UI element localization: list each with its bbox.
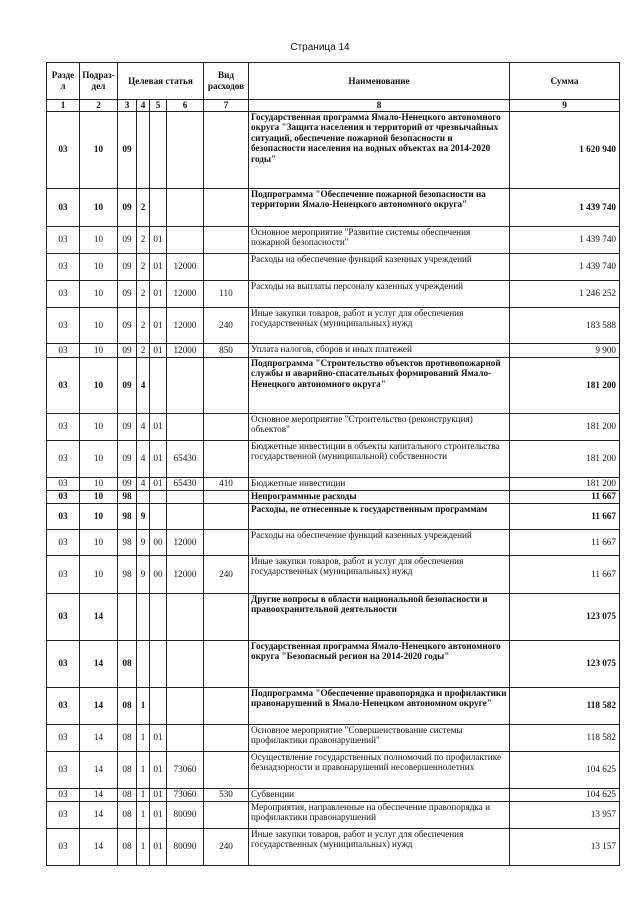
cell-podrazdel: 14: [80, 801, 118, 828]
column-number-row: [47, 100, 620, 112]
col-number: 2: [80, 100, 118, 112]
cell-name: Бюджетные инвестиции: [249, 477, 510, 490]
cell-target-2: 1: [137, 687, 150, 724]
cell-name: Мероприятия, направленные на обеспечение правопорядка и профилактики правонарушений: [249, 801, 510, 828]
table-row: [47, 413, 620, 440]
cell-target-4: [167, 503, 204, 529]
cell-target-4: [167, 640, 204, 687]
cell-podrazdel: 10: [80, 357, 118, 413]
cell-podrazdel: 10: [80, 555, 118, 593]
cell-target-4: [167, 357, 204, 413]
cell-target-4: [167, 593, 204, 640]
cell-sum: 104 625: [510, 788, 620, 801]
cell-target-3: [150, 357, 167, 413]
cell-target-2: 1: [137, 801, 150, 828]
cell-vid: 240: [204, 307, 249, 343]
cell-target-3: 00: [150, 555, 167, 593]
table-row: [47, 188, 620, 226]
table-row: [47, 307, 620, 343]
cell-target-1: 98: [118, 529, 137, 555]
table-row: [47, 529, 620, 555]
cell-name: Расходы на обеспечение функций казенных учреждений: [249, 253, 510, 280]
cell-podrazdel: 10: [80, 343, 118, 357]
cell-target-4: 80090: [167, 828, 204, 865]
cell-target-2: 1: [137, 751, 150, 788]
cell-target-3: 01: [150, 788, 167, 801]
cell-target-4: [167, 413, 204, 440]
cell-target-3: 00: [150, 529, 167, 555]
cell-target-4: 12000: [167, 529, 204, 555]
col-number: 3: [118, 100, 137, 112]
cell-target-2: [137, 593, 150, 640]
cell-razdel: 03: [47, 477, 80, 490]
table-row: [47, 440, 620, 477]
cell-target-3: 01: [150, 413, 167, 440]
table-row: [47, 503, 620, 529]
cell-target-2: 2: [137, 343, 150, 357]
cell-vid: 410: [204, 477, 249, 490]
cell-target-2: 4: [137, 477, 150, 490]
cell-razdel: 03: [47, 440, 80, 477]
cell-sum: 1 620 940: [510, 111, 620, 188]
cell-vid: [204, 801, 249, 828]
cell-vid: [204, 357, 249, 413]
table-row: [47, 593, 620, 640]
cell-podrazdel: 14: [80, 640, 118, 687]
cell-podrazdel: 10: [80, 226, 118, 253]
cell-target-4: [167, 724, 204, 751]
cell-vid: [204, 503, 249, 529]
cell-target-1: 08: [118, 788, 137, 801]
cell-sum: 118 582: [510, 687, 620, 724]
cell-target-1: 09: [118, 477, 137, 490]
cell-name: Основное мероприятие "Совершенствование системы профилактики правонарушений": [249, 724, 510, 751]
cell-target-4: 65430: [167, 477, 204, 490]
cell-target-1: 09: [118, 280, 137, 307]
cell-sum: 181 200: [510, 440, 620, 477]
cell-podrazdel: 10: [80, 503, 118, 529]
cell-razdel: 03: [47, 111, 80, 188]
cell-vid: [204, 751, 249, 788]
cell-name: Иные закупки товаров, работ и услуг для обеспечения государственных (муниципальных) нужд: [249, 828, 510, 865]
cell-target-1: 09: [118, 343, 137, 357]
cell-sum: 11 667: [510, 555, 620, 593]
cell-name: Расходы на обеспечение функций казенных учреждений: [249, 529, 510, 555]
cell-target-2: 1: [137, 828, 150, 865]
cell-target-3: 01: [150, 280, 167, 307]
cell-target-1: 09: [118, 253, 137, 280]
cell-target-2: 4: [137, 413, 150, 440]
table-row: [47, 555, 620, 593]
cell-vid: [204, 687, 249, 724]
cell-sum: 9 900: [510, 343, 620, 357]
cell-sum: 181 200: [510, 413, 620, 440]
cell-name: Уплата налогов, сборов и иных платежей: [249, 343, 510, 357]
cell-target-2: 9: [137, 529, 150, 555]
cell-podrazdel: 10: [80, 477, 118, 490]
cell-podrazdel: 14: [80, 788, 118, 801]
cell-razdel: 03: [47, 687, 80, 724]
cell-sum: 1 439 740: [510, 188, 620, 226]
col-number: 9: [510, 100, 620, 112]
page-number-label: Страница 14: [290, 42, 350, 53]
cell-target-1: 09: [118, 111, 137, 188]
cell-sum: 181 200: [510, 477, 620, 490]
cell-razdel: 03: [47, 529, 80, 555]
cell-target-4: 73060: [167, 751, 204, 788]
cell-razdel: 03: [47, 828, 80, 865]
cell-name: Иные закупки товаров, работ и услуг для обеспечения государственных (муниципальных) нужд: [249, 555, 510, 593]
cell-razdel: 03: [47, 226, 80, 253]
header-row: [47, 63, 620, 100]
cell-podrazdel: 10: [80, 440, 118, 477]
cell-target-3: [150, 490, 167, 503]
cell-target-2: 1: [137, 788, 150, 801]
cell-target-2: 9: [137, 555, 150, 593]
cell-target-2: 1: [137, 724, 150, 751]
col-number: 1: [47, 100, 80, 112]
cell-target-2: 4: [137, 440, 150, 477]
cell-razdel: 03: [47, 801, 80, 828]
col-number: 7: [204, 100, 249, 112]
table-row: [47, 357, 620, 413]
cell-target-4: 12000: [167, 343, 204, 357]
table-row: [47, 477, 620, 490]
cell-target-3: 01: [150, 828, 167, 865]
cell-vid: [204, 253, 249, 280]
cell-razdel: 03: [47, 253, 80, 280]
cell-podrazdel: 14: [80, 828, 118, 865]
cell-target-2: 2: [137, 226, 150, 253]
cell-target-2: [137, 111, 150, 188]
cell-name: Государственная программа Ямало-Ненецкого автономного округа "Безопасный регион на 2014-2020 годы": [249, 640, 510, 687]
cell-target-1: 08: [118, 724, 137, 751]
cell-target-4: 12000: [167, 307, 204, 343]
cell-target-2: 2: [137, 188, 150, 226]
cell-name: Субвенции: [249, 788, 510, 801]
cell-sum: 104 625: [510, 751, 620, 788]
cell-target-3: 01: [150, 253, 167, 280]
cell-target-4: [167, 490, 204, 503]
cell-vid: [204, 413, 249, 440]
cell-podrazdel: 10: [80, 280, 118, 307]
cell-vid: 110: [204, 280, 249, 307]
table-row: [47, 724, 620, 751]
cell-target-4: [167, 687, 204, 724]
cell-podrazdel: 10: [80, 529, 118, 555]
cell-target-2: 4: [137, 357, 150, 413]
cell-name: Осуществление государственных полномочий по профилактике безнадзорности и правонарушений несовершеннолетних: [249, 751, 510, 788]
cell-razdel: 03: [47, 188, 80, 226]
cell-target-1: 98: [118, 490, 137, 503]
table-row: [47, 751, 620, 788]
cell-target-4: 12000: [167, 280, 204, 307]
cell-vid: [204, 440, 249, 477]
cell-razdel: 03: [47, 490, 80, 503]
table-row: [47, 343, 620, 357]
cell-vid: [204, 529, 249, 555]
cell-target-4: [167, 226, 204, 253]
cell-name: Непрограммные расходы: [249, 490, 510, 503]
cell-target-2: 2: [137, 280, 150, 307]
cell-podrazdel: 10: [80, 188, 118, 226]
cell-razdel: 03: [47, 788, 80, 801]
cell-target-1: 98: [118, 555, 137, 593]
cell-name: Расходы, не отнесенные к государственным программам: [249, 503, 510, 529]
cell-target-3: 01: [150, 724, 167, 751]
table-row: [47, 828, 620, 865]
cell-target-1: 09: [118, 188, 137, 226]
cell-sum: 1 439 740: [510, 226, 620, 253]
cell-target-3: [150, 593, 167, 640]
budget-table: [46, 62, 620, 866]
cell-podrazdel: 10: [80, 307, 118, 343]
cell-target-4: 73060: [167, 788, 204, 801]
cell-target-4: 65430: [167, 440, 204, 477]
cell-target-3: 01: [150, 440, 167, 477]
cell-target-1: 09: [118, 357, 137, 413]
table-row: [47, 111, 620, 188]
cell-vid: [204, 226, 249, 253]
cell-razdel: 03: [47, 640, 80, 687]
cell-target-1: 08: [118, 640, 137, 687]
cell-target-2: [137, 640, 150, 687]
cell-vid: [204, 640, 249, 687]
cell-target-3: [150, 111, 167, 188]
cell-sum: 118 582: [510, 724, 620, 751]
col-number: 8: [249, 100, 510, 112]
cell-podrazdel: 14: [80, 751, 118, 788]
cell-vid: [204, 111, 249, 188]
cell-target-1: 08: [118, 801, 137, 828]
cell-razdel: 03: [47, 555, 80, 593]
cell-sum: 11 667: [510, 490, 620, 503]
cell-vid: 240: [204, 555, 249, 593]
cell-razdel: 03: [47, 343, 80, 357]
cell-razdel: 03: [47, 724, 80, 751]
cell-name: Расходы на выплаты персоналу казенных учреждений: [249, 280, 510, 307]
cell-target-1: 08: [118, 751, 137, 788]
cell-razdel: 03: [47, 357, 80, 413]
cell-vid: [204, 724, 249, 751]
cell-target-1: 98: [118, 503, 137, 529]
cell-sum: 1 439 740: [510, 253, 620, 280]
cell-target-3: [150, 503, 167, 529]
col-number: 6: [167, 100, 204, 112]
cell-podrazdel: 10: [80, 490, 118, 503]
cell-name: Бюджетные инвестиции в объекты капитального строительства государственной (муниципальной) собственности: [249, 440, 510, 477]
cell-target-4: [167, 111, 204, 188]
table-row: [47, 640, 620, 687]
cell-sum: 11 667: [510, 503, 620, 529]
cell-razdel: 03: [47, 751, 80, 788]
cell-podrazdel: 14: [80, 593, 118, 640]
table-row: [47, 801, 620, 828]
cell-vid: [204, 593, 249, 640]
cell-target-1: 09: [118, 226, 137, 253]
cell-sum: 11 667: [510, 529, 620, 555]
table-row: [47, 490, 620, 503]
cell-sum: 13 957: [510, 801, 620, 828]
cell-target-2: 2: [137, 307, 150, 343]
cell-target-4: 12000: [167, 253, 204, 280]
cell-target-1: 09: [118, 413, 137, 440]
cell-target-3: 01: [150, 307, 167, 343]
cell-target-3: [150, 687, 167, 724]
cell-target-2: 9: [137, 503, 150, 529]
table-row: [47, 280, 620, 307]
cell-podrazdel: 10: [80, 253, 118, 280]
cell-target-1: 08: [118, 687, 137, 724]
cell-target-4: 12000: [167, 555, 204, 593]
header-vid: Вид расходов: [204, 63, 249, 100]
cell-vid: [204, 188, 249, 226]
cell-target-1: 08: [118, 828, 137, 865]
cell-name: Иные закупки товаров, работ и услуг для обеспечения государственных (муниципальных) нужд: [249, 307, 510, 343]
cell-name: Подпрограмма "Обеспечение правопорядка и профилактики правонарушений в Ямало-Ненецком автономном округе": [249, 687, 510, 724]
cell-target-1: [118, 593, 137, 640]
cell-target-4: 80090: [167, 801, 204, 828]
cell-target-4: [167, 188, 204, 226]
cell-target-3: 01: [150, 226, 167, 253]
cell-name: Государственная программа Ямало-Ненецкого автономного округа "Защита населения и территорий от чрезвычайных ситуаций, обеспечение пожарной безопасности и безопасности населения на водных объектах на 2014-2020 годы": [249, 111, 510, 188]
cell-name: Подпрограмма "Строительство объектов противопожарной службы и аварийно-спасательных формирований Ямало-Ненецкого автономного округа": [249, 357, 510, 413]
cell-target-3: 01: [150, 343, 167, 357]
cell-sum: 183 588: [510, 307, 620, 343]
cell-target-3: 01: [150, 801, 167, 828]
header-sum: Сумма: [510, 63, 620, 100]
header-celevaya: Целевая статья: [118, 63, 204, 100]
col-number: 4: [137, 100, 150, 112]
cell-razdel: 03: [47, 280, 80, 307]
cell-razdel: 03: [47, 503, 80, 529]
table-row: [47, 226, 620, 253]
cell-sum: 123 075: [510, 593, 620, 640]
cell-sum: 13 157: [510, 828, 620, 865]
cell-razdel: 03: [47, 413, 80, 440]
cell-sum: 123 075: [510, 640, 620, 687]
header-podrazdel: Подраз-дел: [80, 63, 118, 100]
cell-target-2: 2: [137, 253, 150, 280]
cell-name: Основное мероприятие "Развитие системы обеспечения пожарной безопасности": [249, 226, 510, 253]
cell-vid: 240: [204, 828, 249, 865]
cell-podrazdel: 14: [80, 687, 118, 724]
cell-sum: 1 246 252: [510, 280, 620, 307]
cell-name: Другие вопросы в области национальной безопасности и правоохранительной деятельности: [249, 593, 510, 640]
cell-vid: 850: [204, 343, 249, 357]
cell-sum: 181 200: [510, 357, 620, 413]
header-razdel: Разде л: [47, 63, 80, 100]
cell-target-3: [150, 640, 167, 687]
cell-podrazdel: 10: [80, 111, 118, 188]
header-name: Наименование: [249, 63, 510, 100]
cell-target-3: [150, 188, 167, 226]
cell-razdel: 03: [47, 307, 80, 343]
cell-name: Подпрограмма "Обеспечение пожарной безопасности на территории Ямало-Ненецкого автономного округа": [249, 188, 510, 226]
table-row: [47, 253, 620, 280]
cell-podrazdel: 14: [80, 724, 118, 751]
cell-vid: [204, 490, 249, 503]
table-row: [47, 687, 620, 724]
cell-name: Основное мероприятие "Строительство (реконструкция) объектов": [249, 413, 510, 440]
cell-vid: 530: [204, 788, 249, 801]
cell-target-2: [137, 490, 150, 503]
cell-target-3: 01: [150, 751, 167, 788]
cell-target-3: 01: [150, 477, 167, 490]
cell-target-1: 09: [118, 307, 137, 343]
cell-podrazdel: 10: [80, 413, 118, 440]
table-row: [47, 788, 620, 801]
cell-razdel: 03: [47, 593, 80, 640]
cell-target-1: 09: [118, 440, 137, 477]
col-number: 5: [150, 100, 167, 112]
